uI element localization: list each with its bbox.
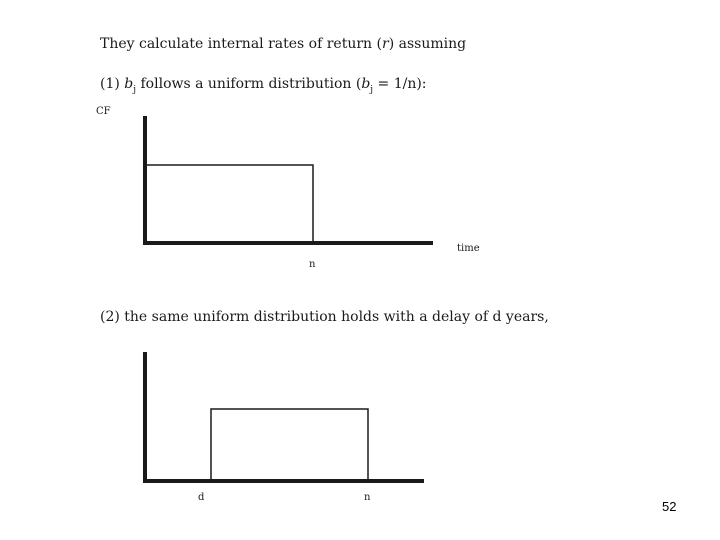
page-number: 52	[662, 499, 677, 514]
chart2-delayed-block	[211, 409, 368, 481]
case1-sub2: j	[370, 84, 374, 95]
chart1-uniform-block	[145, 165, 313, 243]
case1-mid: follows a uniform distribution (	[136, 76, 362, 92]
intro-after: ) assuming	[388, 36, 467, 52]
chart2-tick-n: n	[364, 492, 371, 503]
chart1-y-label: CF	[96, 106, 111, 117]
case1-num: (1)	[100, 76, 125, 92]
intro-sentence	[100, 36, 466, 52]
case-2-heading: (2) the same uniform distribution holds with a delay of d years,	[100, 309, 549, 325]
chart1-x-label: time	[457, 243, 480, 254]
case1-end: = 1/n):	[373, 76, 427, 92]
case1-sub: j	[133, 84, 137, 95]
case-1-heading	[100, 76, 427, 95]
case1-var: b	[124, 76, 134, 92]
chart1-tick-n: n	[309, 259, 316, 270]
case1-var2: b	[361, 76, 371, 92]
intro-var: r	[381, 36, 389, 52]
chart2-tick-d: d	[198, 492, 205, 503]
intro-before: They calculate internal rates of return (	[100, 36, 382, 52]
